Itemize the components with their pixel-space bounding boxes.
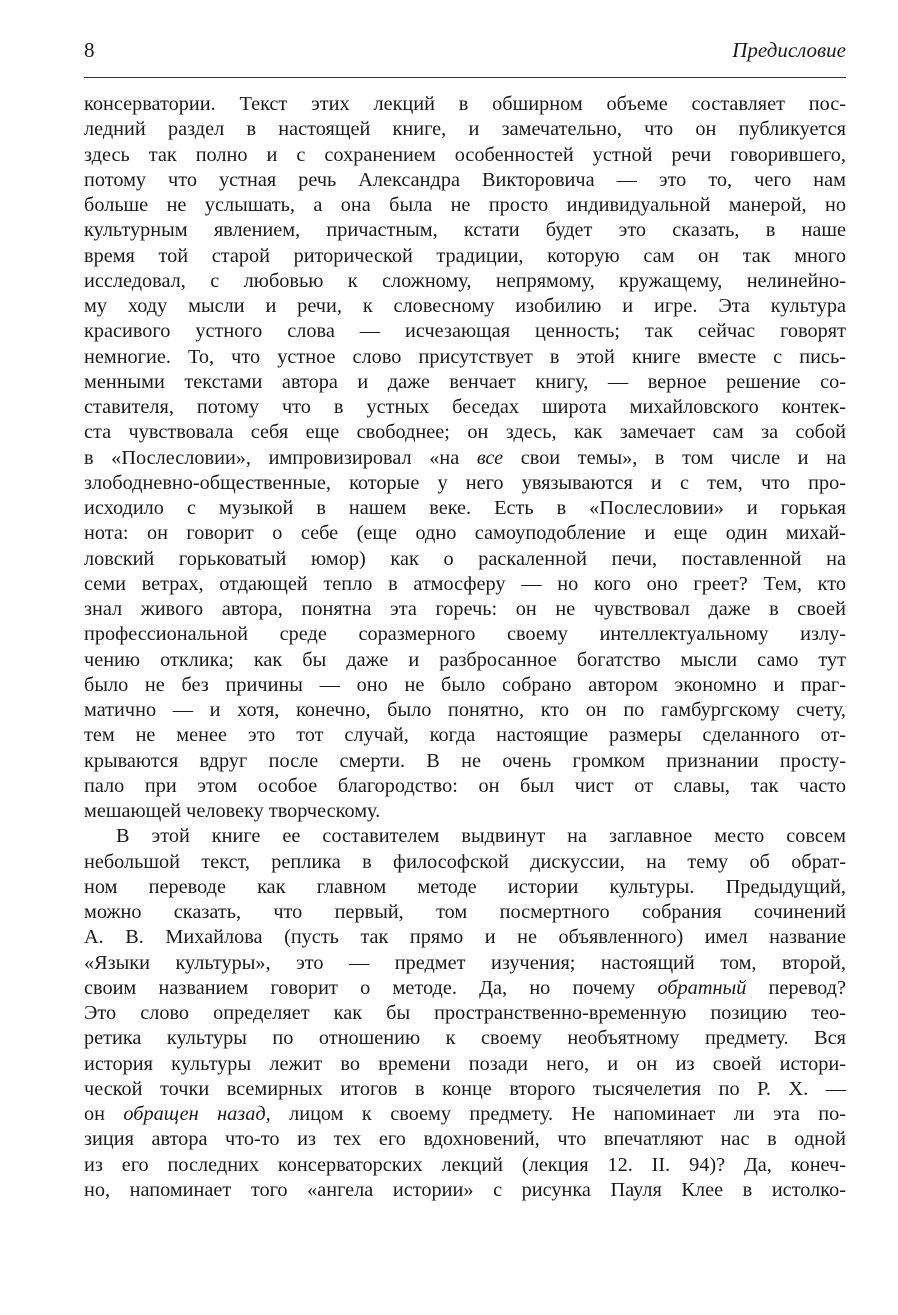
text-line [84,1127,846,1152]
text-line [84,597,846,622]
text-line [84,269,846,294]
text-span: исследовал, с любовью к сложному, непрямому, кружащему, нелинейно- [84,269,846,292]
text-line [84,294,846,319]
text-span: потому что устная речь Александра Викторовича — это то, чего нам [84,168,846,191]
text-span: в «Послесловии», импровизировал «на [84,446,477,469]
text-line [84,1178,846,1203]
text-span: перевод? [746,976,846,999]
text-span: можно сказать, что первый, том посмертного собрания сочинений [84,901,846,923]
text-span: культурным явлением, причастным, кстати будет это сказать, в наше [84,219,846,242]
text-span: матично — и хотя, конечно, было понятно, кто он по гамбургскому счету, [84,699,846,721]
text-span: Это слово определяет как бы пространственно-временную позицию тео- [84,1002,846,1024]
text-line [84,572,846,597]
text-line [84,370,846,395]
text-span: тем не менее это тот случай, когда настоящие размеры сделанного от- [84,724,846,747]
text-span: ставителя, потому что в устных беседах широта михайловского контек- [84,396,846,418]
text-line [84,521,846,546]
text-span: «Языки культуры», это — предмет изучения; настоящий том, второй, [84,951,846,974]
text-span: ретика культуры по отношению к своему необъятному предмету. Вся [84,1027,846,1050]
text-line [84,117,846,142]
italic-text: все [476,446,504,469]
text-span: нота: он говорит о себе (еще одно самоуподобление и еще один михай- [84,522,846,545]
text-span: но, напоминает того «ангела истории» с рисунка Пауля Клее в истолко- [84,1178,846,1201]
text-line [84,420,846,445]
text-span: профессиональной среде соразмерного своему интеллектуальному излу- [84,623,846,646]
text-span: менными текстами автора и даже венчает книгу, — верное решение со- [84,370,846,393]
text-line [84,92,846,117]
text-line [84,1026,846,1051]
text-line [84,143,846,168]
text-line [84,749,846,774]
text-span: небольшой текст, реплика в философской дискуссии, на тему об обрат- [84,850,846,873]
text-span: А. В. Михайлова (пусть так прямо и не объявленного) имел название [84,926,846,949]
text-line [84,1077,846,1102]
paragraph [84,92,846,824]
text-span: своим названием говорит о методе. Да, но почему [84,976,658,999]
text-span: свои темы», в том числе и на [503,446,846,469]
text-line [84,774,846,799]
body-text [84,92,846,1203]
text-span: крываются вдруг после смерти. В не очень громком признании просту- [84,749,846,772]
text-span: ледний раздел в настоящей книге, и замечательно, что он публикуется [84,118,846,141]
text-span: больше не услышать, а она была не просто индивидуальной манерой, но [84,194,846,216]
text-line [84,900,846,925]
text-line [84,193,846,218]
text-line [84,673,846,698]
text-line [84,168,846,193]
running-title: Предисловие [732,38,846,62]
text-line [84,547,846,572]
text-line [84,1001,846,1026]
text-span: знал живого автора, понятна эта горечь: он не чувствовал даже в своей [84,598,846,620]
text-line [84,471,846,496]
text-span: он [84,1103,124,1125]
text-line [84,723,846,748]
text-span: красивого устного слова — исчезающая ценность; так сейчас говорят [84,320,846,343]
text-line [84,244,846,269]
text-span: мешающей человеку творческому. [84,800,381,822]
text-line [84,925,846,950]
text-line [84,218,846,243]
text-span: немногие. То, что устное слово присутствует в этой книге вместе с пись- [84,345,846,368]
italic-text: обратный [657,976,747,999]
text-line [84,799,846,824]
text-span: му ходу мысли и речи, к словесному изобилию и игре. Эта культура [84,295,846,317]
text-span: ловский горьковатый юмор) как о раскаленной печи, поставленной на [84,547,846,570]
text-span: ческой точки всемирных итогов в конце второго тысячелетия по Р. Х. — [84,1077,846,1100]
text-span: чению отклика; как бы даже и разбросанное богатство мысли само тут [84,648,846,671]
paragraph [84,824,846,1203]
text-line [84,345,846,370]
text-span: исходило с музыкой в нашем веке. Есть в «Послесловии» и горькая [84,497,846,519]
text-line [84,395,846,420]
text-line [84,1052,846,1077]
text-span: ста чувствовала себя еще свободнее; он здесь, как замечает сам за собой [84,421,846,444]
text-span: лицом к своему предмету. Не напоминает ли эта по- [270,1103,846,1125]
text-line [84,622,846,647]
text-span: зиция автора что-то из тех его вдохновений, что впечатляют нас в одной [84,1128,846,1151]
page-number: 8 [84,38,95,62]
text-line [84,850,846,875]
text-span: было не без причины — оно не было собрано автором экономно и праг- [84,673,846,696]
text-line [84,976,846,1001]
text-line [84,446,846,471]
text-line [84,824,846,849]
text-span: история культуры лежит во времени позади него, и он из своей истори- [84,1052,846,1075]
text-span: из его последних консерваторских лекций (лекция 12. II. 94)? Да, конеч- [84,1153,846,1176]
text-line [84,319,846,344]
text-span: пало при этом особое благородство: он был чист от славы, так часто [84,774,846,797]
text-span: время той старой риторической традиции, которую сам он так много [84,244,846,267]
text-span: В этой книге ее составителем выдвинут на заглавное место совсем [116,825,846,848]
header-rule [84,77,846,78]
text-line [84,496,846,521]
text-line [84,698,846,723]
text-span: ном переводе как главном методе истории культуры. Предыдущий, [84,875,846,898]
text-line [84,1102,846,1127]
text-line [84,875,846,900]
text-line [84,1153,846,1178]
text-line [84,648,846,673]
text-line [84,951,846,976]
text-span: семи ветрах, отдающей тепло в атмосферу — но кого оно греет? Тем, кто [84,572,846,595]
text-span: здесь так полно и с сохранением особенностей устной речи говорившего, [84,143,846,166]
text-span: злободневно-общественные, которые у него увязываются и с тем, что про- [84,471,846,494]
italic-text: обращен назад, [123,1103,271,1125]
text-span: консерватории. Текст этих лекций в обширном объеме составляет пос- [84,93,846,115]
